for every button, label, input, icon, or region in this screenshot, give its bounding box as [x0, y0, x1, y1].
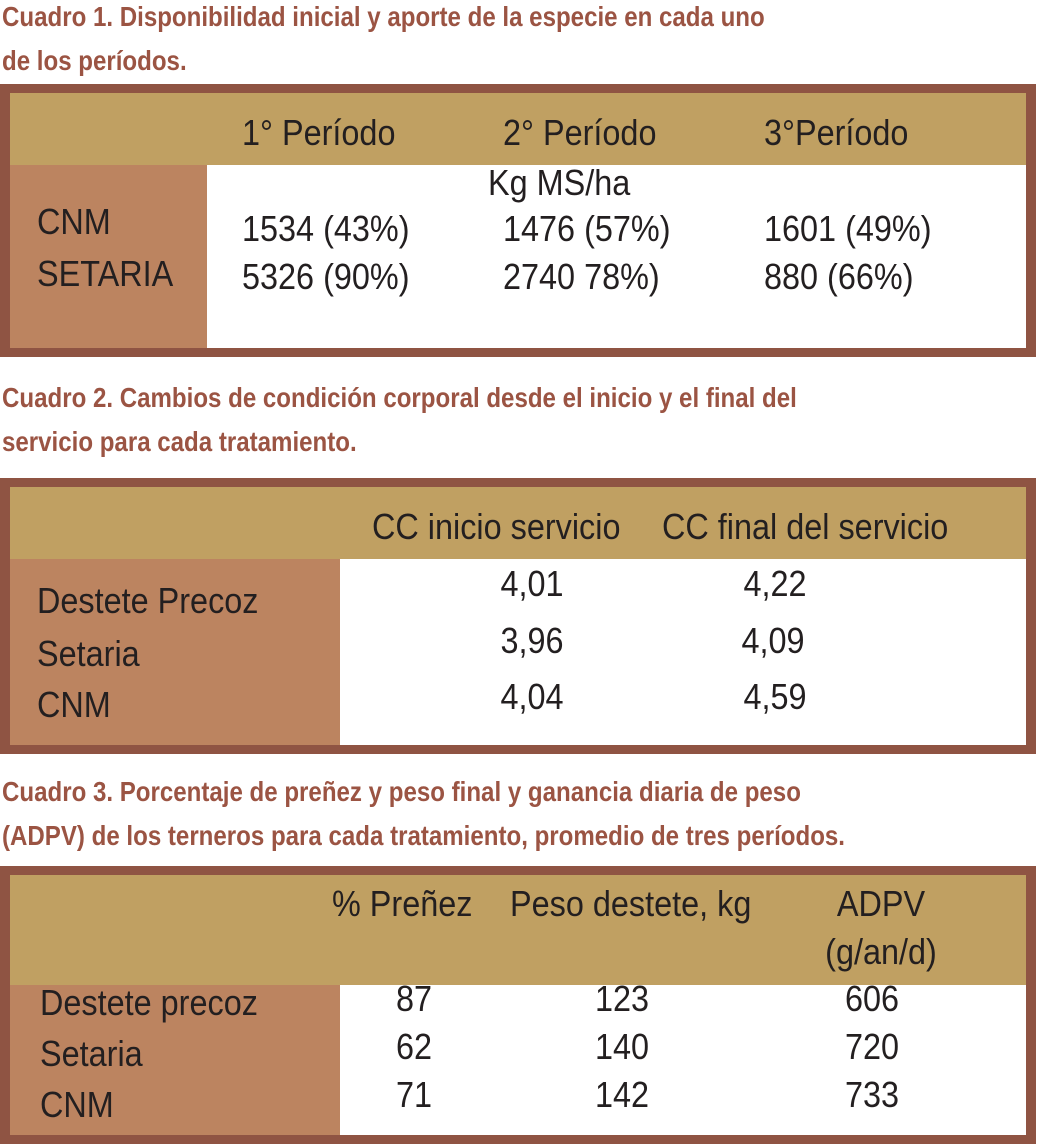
table3-cell: 62 [395, 1026, 433, 1067]
table2-cell: 3,96 [500, 620, 564, 661]
table2-row-label: CNM [37, 684, 111, 725]
table2-row-label: Setaria [37, 633, 140, 674]
table1-header-period3: 3°Período [764, 112, 909, 153]
table1-header-period1: 1° Período [242, 112, 396, 153]
table2-cell: 4,01 [500, 563, 564, 604]
table3-header-pregnancy: % Preñez [332, 883, 473, 924]
table3-cell: 140 [594, 1026, 650, 1067]
table2 [0, 478, 1036, 754]
table3-caption [2, 770, 845, 858]
table2-cell: 4,04 [500, 676, 564, 717]
table1-cell: 1534 (43%) [242, 208, 410, 249]
table1-header-period2: 2° Período [503, 112, 657, 153]
table1-cell: 2740 78%) [503, 256, 660, 297]
table2-header-cc-end: CC final del servicio [662, 506, 949, 547]
table1-cell: 5326 (90%) [242, 256, 410, 297]
table2-body [340, 559, 1026, 745]
table1-caption-line1: Cuadro 1. Disponibilidad inicial y aporte de la especie en cada uno [2, 1, 765, 32]
table3-cell: 87 [395, 978, 433, 1019]
table1-row-label: SETARIA [37, 253, 174, 294]
table3-row-label: Destete precoz [40, 982, 258, 1023]
table2-cell: 4,59 [743, 676, 807, 717]
table3-cell: 720 [844, 1026, 900, 1067]
table3-header-adpv-unit: (g/an/d) [825, 931, 937, 972]
table2-header-cc-start: CC inicio servicio [372, 506, 621, 547]
table3-header-adpv: ADPV [836, 883, 926, 924]
table1-cell: 1601 (49%) [764, 208, 932, 249]
table2-caption-line2: servicio para cada tratamiento. [2, 426, 357, 457]
table2-cell: 4,09 [741, 620, 805, 661]
table1-unit-label: Kg MS/ha [488, 162, 631, 203]
table3-cell: 606 [844, 978, 900, 1019]
table2-row-label: Destete Precoz [37, 580, 259, 621]
table3-cell: 123 [594, 978, 650, 1019]
table1 [0, 84, 1036, 357]
table3-cell: 71 [395, 1074, 433, 1115]
table1-row-label: CNM [37, 201, 111, 242]
table2-cell: 4,22 [743, 563, 807, 604]
table3-caption-line2: (ADPV) de los terneros para cada tratamiento, promedio de tres períodos. [2, 820, 846, 851]
table2-caption-line1: Cuadro 2. Cambios de condición corporal desde el inicio y el final del [2, 382, 797, 413]
table3-cell: 142 [594, 1074, 650, 1115]
table3-header-weaning-weight: Peso destete, kg [510, 883, 752, 924]
table3-cell: 733 [844, 1074, 900, 1115]
table3-row-label: Setaria [40, 1033, 143, 1074]
table1-cell: 1476 (57%) [503, 208, 671, 249]
table3 [0, 866, 1036, 1144]
table3-caption-line1: Cuadro 3. Porcentaje de preñez y peso final y ganancia diaria de peso [2, 776, 801, 807]
table3-body [340, 985, 1026, 1135]
table1-caption-line2: de los períodos. [2, 45, 187, 76]
table2-caption [2, 376, 797, 464]
table3-row-label: CNM [40, 1084, 114, 1125]
table1-caption [2, 0, 765, 83]
table1-cell: 880 (66%) [764, 256, 914, 297]
